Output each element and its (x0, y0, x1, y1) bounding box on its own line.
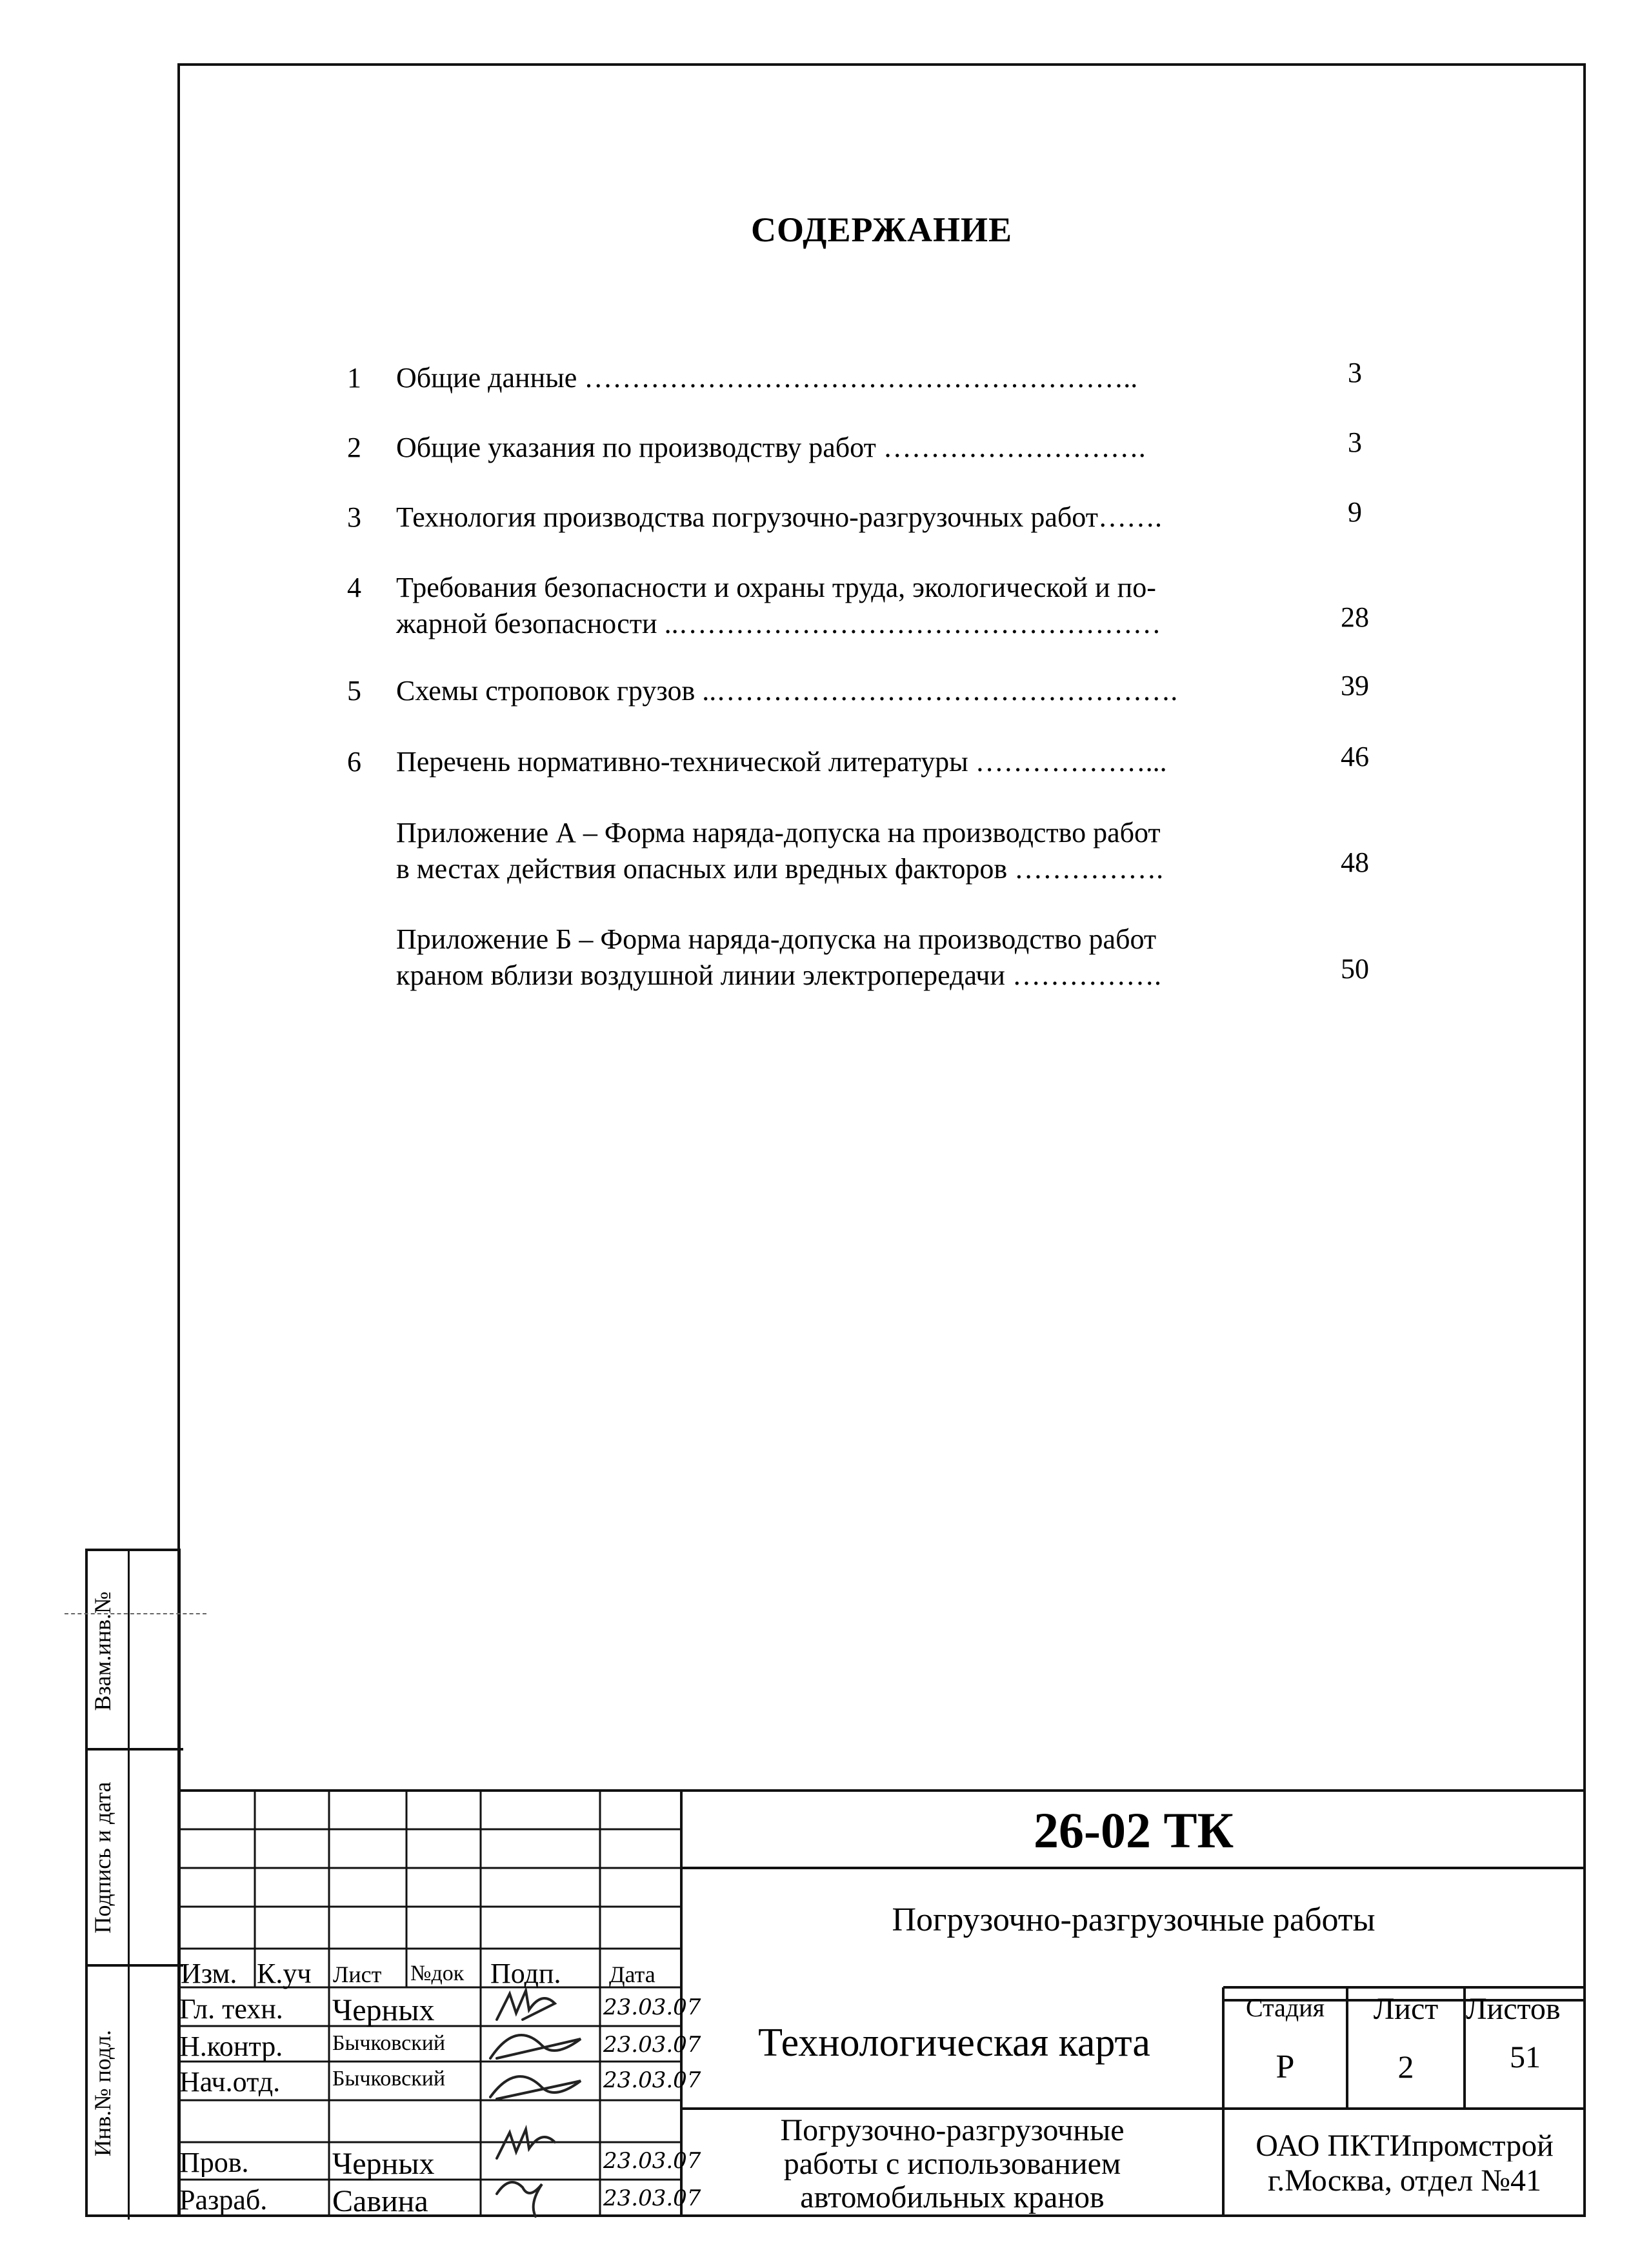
row-date: 23.03.07 (603, 1994, 701, 2020)
toc-entry-line: Приложение Б – Форма наряда-допуска на производство работ (396, 923, 1157, 955)
doc-code: 26-02 ТК (1033, 1802, 1234, 1858)
toc-page-number: 9 (1348, 496, 1362, 528)
toc-page-number: 28 (1341, 601, 1369, 633)
doc-type: Технологическая карта (758, 2021, 1150, 2065)
toc-page-number: 3 (1348, 357, 1362, 388)
row-name: Бычковский (332, 2067, 446, 2091)
row-role: Гл. техн. (179, 1995, 283, 2023)
toc-entry-line: Технология производства погрузочно-разгрузочных работ……. (396, 501, 1162, 533)
row-role: Нач.отд. (179, 2068, 281, 2096)
inv-podl-label: Инв.№ подл. (90, 2029, 115, 2157)
header-podp: Подп. (490, 1958, 561, 1989)
org-line-2: г.Москва, отдел №41 (1267, 2163, 1542, 2198)
description-line-3: автомобильных кранов (800, 2180, 1105, 2214)
header-kuch: К.уч (257, 1958, 312, 1989)
header-izm: Изм. (181, 1958, 237, 1989)
header-list: Лист (333, 1962, 382, 1987)
toc-number: 4 (347, 572, 361, 603)
org-line-1: ОАО ПКТИпромстрой (1256, 2131, 1554, 2162)
toc-entry-line: Общие данные ………………………………………………….. (396, 362, 1138, 394)
toc-number: 2 (347, 432, 361, 463)
toc-page-number: 3 (1348, 427, 1362, 458)
list-value: 2 (1397, 2049, 1414, 2085)
stadia-label: Стадия (1245, 1993, 1325, 2022)
toc-number: 1 (347, 362, 361, 394)
header-data: Дата (609, 1962, 655, 1987)
row-name: Савина (332, 2184, 428, 2218)
toc-entry-line: в местах действия опасных или вредных факторов ……………. (396, 853, 1164, 885)
row-role: Пров. (179, 2149, 249, 2177)
row-date: 23.03.07 (603, 2148, 701, 2174)
toc-number: 3 (347, 501, 361, 533)
header-ndok: №док (410, 1962, 465, 1985)
toc-entry-line: жарной безопасности ..…………………………………………… (396, 608, 1161, 639)
row-name: Бычковский (332, 2031, 446, 2055)
podpis-data-label: Подпись и дата (90, 1781, 115, 1934)
description-line-2: работы с использованием (783, 2147, 1121, 2181)
toc-page-number: 48 (1341, 847, 1369, 878)
toc-page-number: 50 (1341, 953, 1369, 985)
toc-entry-line: Приложение А – Форма наряда-допуска на производство работ (396, 817, 1161, 848)
list-label: Лист (1373, 1992, 1439, 2026)
row-date: 23.03.07 (603, 2067, 701, 2093)
toc-entry-line: Перечень нормативно-технической литературы ………………... (396, 746, 1167, 778)
work-name: Погрузочно-разгрузочные работы (892, 1902, 1376, 1938)
row-role: Разраб. (179, 2186, 268, 2214)
toc-entry-line: Схемы строповок грузов ..…………………………………………. (396, 675, 1178, 707)
row-name: Черных (332, 1993, 435, 2027)
toc-entry-line: краном вблизи воздушной линии электропередачи ……………. (396, 959, 1161, 991)
vzam-inv-label: Взам.инв.№ (90, 1591, 115, 1711)
toc-entry-line: Требования безопасности и охраны труда, экологической и по- (396, 572, 1156, 603)
row-date: 23.03.07 (603, 2185, 701, 2211)
row-role: Н.контр. (179, 2032, 283, 2061)
toc-number: 6 (347, 746, 361, 778)
row-date: 23.03.07 (603, 2032, 701, 2058)
listov-label: Листов (1466, 1994, 1561, 2025)
toc-page-number: 46 (1341, 741, 1369, 772)
row-name: Черных (332, 2147, 435, 2181)
stadia-value: Р (1276, 2049, 1295, 2085)
toc-entry-line: Общие указания по производству работ ………………………. (396, 432, 1146, 463)
toc-number: 5 (347, 675, 361, 707)
listov-value: 51 (1510, 2040, 1541, 2074)
description-line-1: Погрузочно-разгрузочные (780, 2113, 1125, 2147)
page-title: СОДЕРЖАНИЕ (751, 210, 1012, 249)
toc-page-number: 39 (1341, 670, 1369, 701)
